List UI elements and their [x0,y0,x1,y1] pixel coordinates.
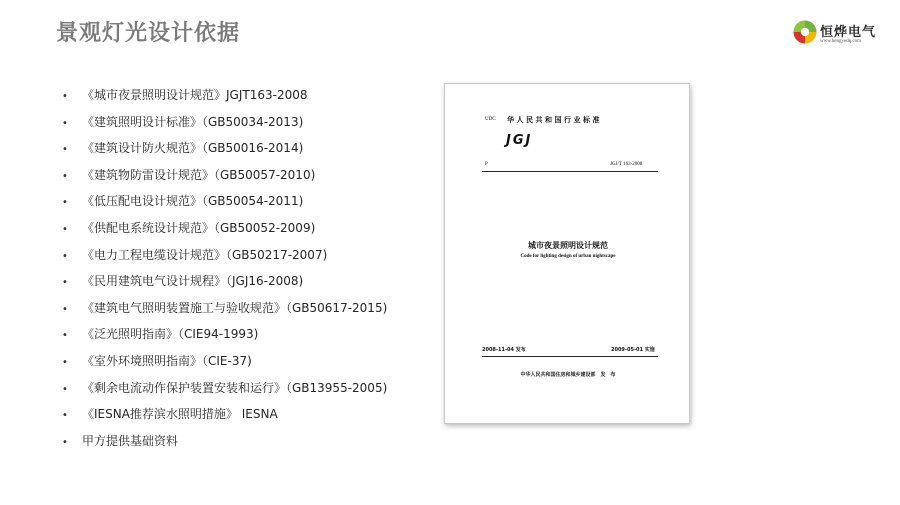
list-item [62,432,387,459]
doc-top-rule [482,171,658,172]
logo-company-name: 恒烨电气 [820,25,877,40]
list-item-text: 《室外环境照明指南》（CIE-37) [82,353,252,368]
doc-abbr: JGJ [506,133,533,148]
bullet-icon: • [62,144,68,156]
bullet-icon: • [62,91,68,102]
logo-url: www.hengyedq.com [820,39,862,44]
list-item-text: 《IESNA推荐滨水照明措施》 IESNA [82,407,278,422]
list-item [62,192,387,219]
list-item [62,352,387,379]
list-item [62,139,387,166]
doc-standard-type: 华人民共和国行业标准 [507,116,602,124]
list-item-text: 《建筑设计防火规范》（GB50016-2014) [82,141,304,156]
doc-category: P [485,162,488,167]
list-item [62,113,387,140]
list-item [62,272,387,299]
list-item [62,325,387,352]
list-item [62,166,387,193]
list-item-text: 《低压配电设计规范》（GB50054-2011) [82,194,304,209]
bullet-icon: • [62,197,68,209]
list-item-text: 《民用建筑电气设计规程》（JGJ16-2008) [82,274,304,289]
doc-title-en: Code for lighting design of urban nightscape [520,254,616,259]
bullet-icon: • [62,250,68,262]
doc-publisher: 中华人民共和国住房和城乡建设部 发 布 [520,372,616,378]
list-item [62,219,387,246]
bullet-icon: • [62,170,68,182]
bullet-icon: • [62,117,68,129]
doc-issue-date: 2008-11-04 发布 [482,347,526,353]
list-item-text: 甲方提供基础资料 [82,433,179,448]
list-item [62,379,387,406]
doc-bottom-rule [482,356,658,357]
doc-udc: UDC [485,117,496,122]
list-item-text: 《建筑照明设计标准》（GB50034-2013) [82,114,304,129]
bullet-icon: • [62,436,68,448]
doc-title-cn: 城市夜景照明设计规范 [528,241,608,250]
doc-code: JGJ/T 163-2008 [610,162,643,167]
bullet-icon: • [62,223,68,235]
list-item [62,86,387,113]
bullet-icon: • [62,330,68,342]
list-item-text: 《建筑物防雷设计规范》（GB50057-2010) [82,167,316,182]
bullet-icon: • [62,383,68,395]
reference-list [62,86,387,458]
logo-swirl-icon [792,19,818,45]
standard-document-cover [444,83,690,424]
list-item [62,299,387,326]
bullet-icon: • [62,303,68,315]
list-item-text: 《剩余电流动作保护装置安装和运行》（GB13955-2005) [82,380,388,395]
list-item-text: 《建筑电气照明装置施工与验收规范》（GB50617-2015) [82,300,388,315]
company-logo [792,19,888,49]
list-item-text: 《泛光照明指南》（CIE94-1993) [82,327,259,342]
list-item-text: 《城市夜景照明设计规范》JGJT163-2008 [82,88,308,102]
bullet-icon: • [62,356,68,368]
list-item-text: 《电力工程电缆设计规范》（GB50217-2007) [82,247,328,262]
list-item-text: 《供配电系统设计规范》（GB50052-2009) [82,220,316,235]
list-item [62,405,387,432]
page-title: 景观灯光设计依据 [56,21,241,46]
bullet-icon: • [62,410,68,422]
list-item [62,246,387,273]
doc-implement-date: 2009-05-01 实施 [611,347,655,353]
bullet-icon: • [62,277,68,289]
